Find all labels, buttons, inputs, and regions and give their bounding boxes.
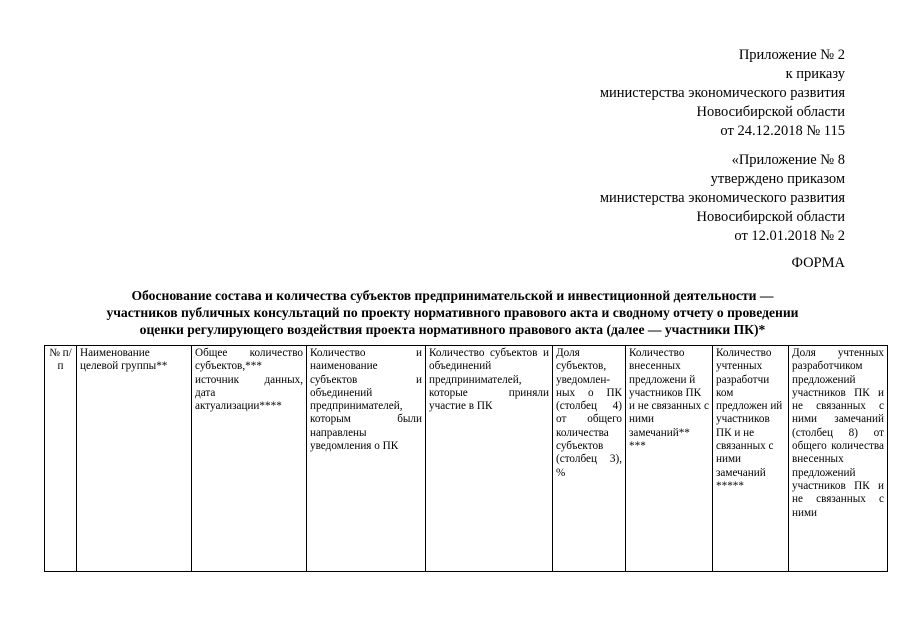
appendix-line: Приложение № 2 [738, 47, 845, 63]
appendix-line: «Приложение № 8 [731, 152, 845, 168]
document-title [40, 287, 865, 338]
column-header-notified-share: Доля субъектов, уведомлен-ных о ПК (столбец 4) от общего количества субъектов (столбец 3), % [553, 346, 626, 572]
appendix-line: от 12.01.2018 № 2 [734, 228, 845, 244]
column-header-number: № п/п [45, 346, 77, 572]
column-header-total-subjects: Общее количество субъектов,*** источник данных, дата актуализации**** [192, 346, 307, 572]
form-label: ФОРМА [791, 255, 845, 271]
appendix-line: от 24.12.2018 № 115 [720, 123, 845, 139]
appendix-line: министерства экономического развития [599, 190, 845, 206]
appendix-header [600, 46, 845, 141]
column-header-proposals-count: Количество внесенных предложени й участников ПК и не связанных с ними замечаний** *** [626, 346, 713, 572]
column-header-accepted-proposals: Количество учтенных разработчи ком предложен ий участников ПК и не связанных с ними замечаний ***** [713, 346, 789, 572]
title-line: участников публичных консультаций по проекту нормативного правового акта и сводному отчету о проведении [106, 305, 799, 320]
column-header-target-group: Наименование целевой группы** [77, 346, 192, 572]
appendix-line: министерства экономического развития [599, 85, 845, 101]
appendix-line: утверждено приказом [710, 171, 845, 187]
title-line: Обоснование состава и количества субъектов предпринимательской и инвестиционной деятельности — [131, 288, 774, 303]
appendix-line: к приказу [785, 66, 845, 82]
column-header-notified-subjects: Количество и наименование субъектов и объединений предпринимателей, которым были направлены уведомления о ПК [307, 346, 426, 572]
appendix-inner [600, 151, 845, 246]
column-header-accepted-share: Доля учтенных разработчиком предложений участников ПК и не связанных с ними замечаний (столбец 8) от общего количества внесенных предложений участников ПК и не связанных с ними [789, 346, 888, 572]
title-line: оценки регулирующего воздействия проекта нормативного правового акта (далее — участники ПК)* [139, 322, 766, 337]
appendix-line: Новосибирской области [696, 209, 845, 225]
participants-table [44, 345, 888, 572]
column-header-participated-subjects: Количество субъектов и объединений предпринимателей, которые приняли участие в ПК [426, 346, 553, 572]
table-header-row [45, 346, 888, 572]
appendix-line: Новосибирской области [696, 104, 845, 120]
